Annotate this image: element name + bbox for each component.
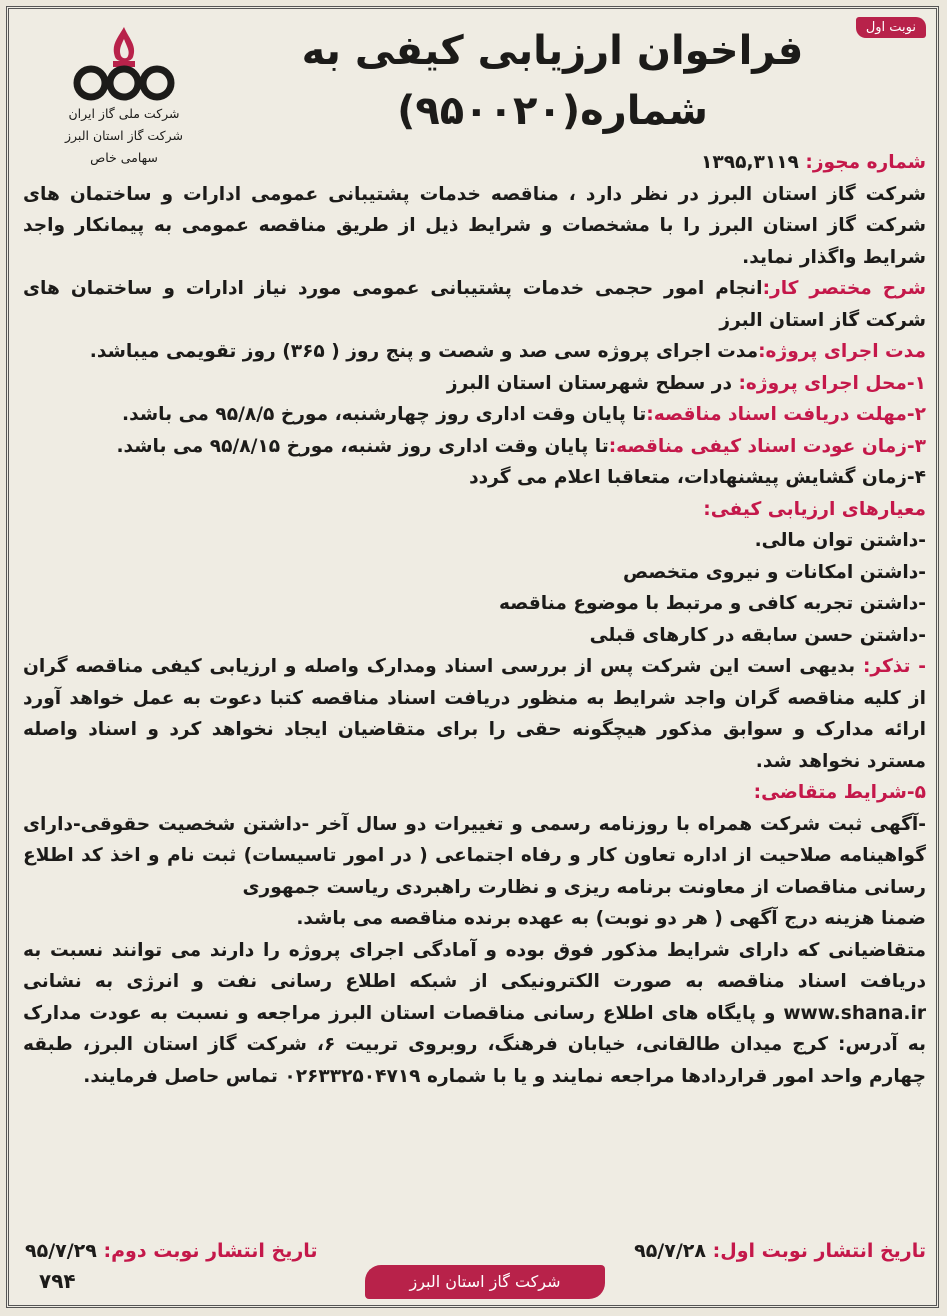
duration-paragraph [23, 336, 926, 368]
criteria-item: -داشتن امکانات و نیروی متخصص [623, 561, 926, 583]
list-item [23, 399, 926, 431]
permit-label: شماره مجوز: [805, 152, 926, 173]
duration-label: مدت اجرای پروژه: [758, 341, 926, 362]
first-publication-label: تاریخ انتشار نوبت اول: [712, 1240, 926, 1262]
note-paragraph [23, 651, 926, 777]
applicants-paragraph: متقاضیانی که دارای شرایط مذکور فوق بوده و آمادگی اجرای پروژه را دارند می توانند نسبت به دریافت اسناد مناقصه به صورت الکترونیکی از شبکه اطلاع رسانی نفت و انرژی به نشانی www.shana.ir و پایگاه های اطلاع رسانی مناقصات استان البرز مراجعه و نسبت به عودت مدارک به آدرس: کرج میدان طالقانی، خیابان فرهنگ، روبروی تربیت ۶، شرکت گاز استان البرز، طبقه چهارم واحد امور قراردادها مراجعه نمایند و یا با شماره ۰۲۶۳۳۲۵۰۴۷۱۹ تماس حاصل فرمایند. [23, 939, 927, 1087]
conditions-title: ۵-شرایط متقاضی: [753, 782, 926, 803]
title-line-2: شماره(۹۵۰۰۲۰) [397, 88, 708, 134]
item-1-value: در سطح شهرستان استان البرز [446, 372, 739, 394]
second-publication [25, 1236, 318, 1266]
summary-value: انجام امور حجمی خدمات پشتیبانی عمومی مورد نیاز ادارات و ساختمان های شرکت گاز استان البرز [23, 278, 926, 331]
list-item [23, 431, 926, 463]
logo-company-type: سهامی خاص [90, 150, 158, 165]
note-label: - تذکر: [862, 656, 926, 677]
criteria-item: -داشتن تجربه کافی و مرتبط با موضوع مناقصه [499, 593, 926, 614]
ad-page [6, 6, 939, 1308]
second-publication-label: تاریخ انتشار نوبت دوم: [103, 1240, 318, 1262]
item-2-label: ۲-مهلت دریافت اسناد مناقصه: [646, 404, 926, 425]
title-line-1: فراخوان ارزیابی کیفی به [301, 28, 804, 74]
list-item [23, 368, 926, 400]
logo-provincial-company: شرکت گاز استان البرز [64, 128, 183, 143]
item-3-label: ۳-زمان عودت اسناد کیفی مناقصه: [608, 435, 926, 457]
second-publication-date: ۹۵/۷/۲۹ [25, 1240, 97, 1262]
note-value: بدیهی است این شرکت پس از بررسی اسناد ومدارک واصله و ارزیابی کیفی مناقصه گران از کلیه مناقصه گران واجد شرایط به منظور دریافت اسناد مناقصه کتبا دعوت به عمل خواهد آورد ارائه مدارک و سوابق مذکور هیچگونه حقی را برای متقاضیان ایجاد نخواهد کرد و اسناد واصله مسترد نخواهد شد. [23, 656, 926, 772]
gas-flame-logo-icon [69, 23, 179, 103]
criteria-item: -داشتن حسن سابقه در کارهای قبلی [589, 624, 926, 646]
criteria-item: -داشتن توان مالی. [754, 530, 926, 551]
first-publication-date: ۹۵/۷/۲۸ [634, 1240, 706, 1262]
item-1-label: ۱-محل اجرای پروژه: [738, 372, 926, 394]
conditions-paragraph: -آگهی ثبت شرکت همراه با روزنامه رسمی و تغییرات دو سال آخر -داشتن شخصیت حقوقی-دارای گواهینامه صلاحیت از اداره تعاون کار و رفاه اجتماعی ( در امور تاسیسات) ثبت نام و اخذ کد اطلاع رسانی مناقصات از معاونت برنامه ریزی و نظارت راهبردی ریاست جمهوری [23, 813, 926, 898]
item-2-value: تا پایان وقت اداری روز چهارشنبه، مورخ ۹۵/۸/۵ می باشد. [122, 404, 647, 425]
fee-paragraph: ضمنا هزینه درج آگهی ( هر دو نوبت) به عهده برنده مناقصه می باشد. [296, 908, 926, 929]
item-4-value: ۴-زمان گشایش پیشنهادات، متعاقبا اعلام می گردد [469, 467, 926, 488]
intro-paragraph: شرکت گاز استان البرز در نظر دارد ، مناقصه خدمات پشتیبانی عمومی ادارات و ساختمان های شرکت گاز استان البرز را با مشخصات و شرایط ذیل از طریق مناقصه عمومی به پیمانکار واجد شرایط واگذار نماید. [23, 183, 926, 268]
duration-value: مدت اجرای پروژه سی صد و شصت و پنج روز ( ۳۶۵) روز تقویمی میباشد. [89, 341, 759, 362]
page-title [209, 21, 896, 141]
list-item [23, 462, 926, 494]
first-publication [634, 1236, 926, 1266]
ad-body [23, 147, 926, 1092]
permit-line [23, 147, 926, 179]
permit-value: ۱۳۹۵,۳۱۱۹ [701, 152, 799, 173]
publication-badge: نوبت اول [856, 17, 926, 38]
summary-paragraph [23, 273, 926, 336]
summary-label: شرح مختصر کار: [762, 278, 926, 299]
criteria-title: معیارهای ارزیابی کیفی: [703, 498, 926, 520]
footer-company-banner: شرکت گاز استان البرز [365, 1265, 605, 1299]
item-3-value: تا پایان وقت اداری روز شنبه، مورخ ۹۵/۸/۱۵ می باشد. [116, 435, 609, 457]
logo-company-name: شرکت ملی گاز ایران [68, 106, 180, 121]
page-number: ۷۹۴ [39, 1269, 76, 1293]
